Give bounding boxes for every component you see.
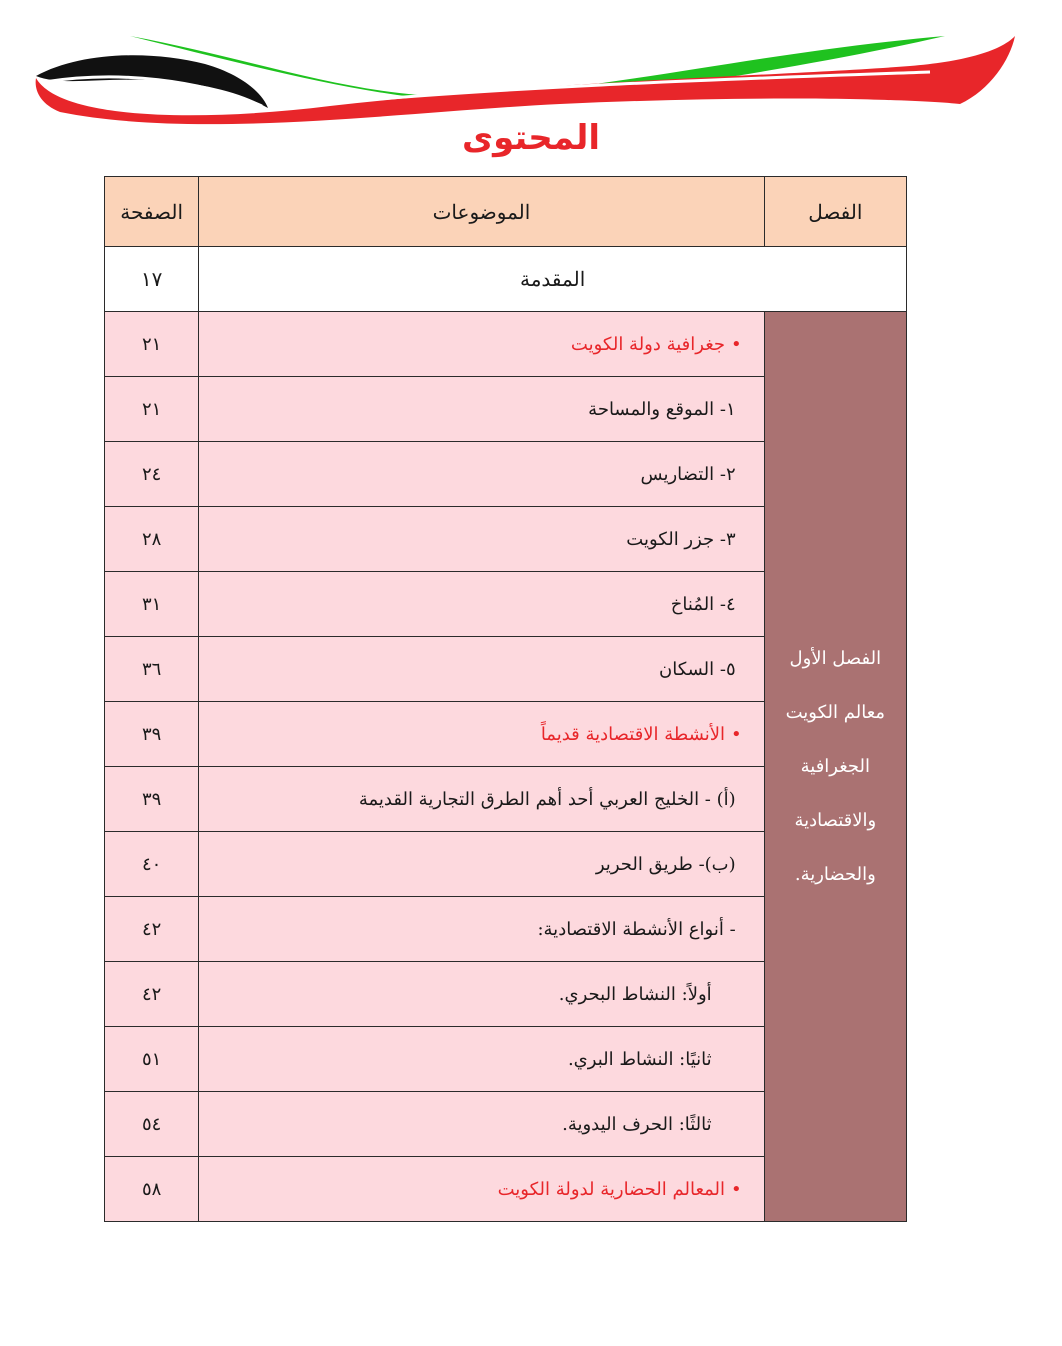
topic-item [199, 1027, 764, 1092]
intro-page: ١٧ [105, 247, 199, 312]
bullet-icon: • [731, 723, 742, 745]
page-number: ٤٢ [105, 897, 199, 962]
page-number: ٥٨ [105, 1157, 199, 1222]
topic-item [199, 832, 764, 897]
topic-item [199, 962, 764, 1027]
topic-text: (ب)- طريق الحرير [595, 853, 736, 875]
topic-text: ثالثًا: الحرف اليدوية. [562, 1113, 712, 1135]
page-number: ٢١ [105, 312, 199, 377]
page-number: ٥١ [105, 1027, 199, 1092]
topic-text: ١- الموقع والمساحة [588, 398, 736, 420]
topic-item [199, 572, 764, 637]
topic-text: ٥- السكان [658, 658, 736, 680]
chapter-label-line: والاقتصادية [794, 809, 877, 831]
contents-table [104, 176, 907, 1222]
chapter-cell [764, 312, 906, 1222]
topic-item [199, 442, 764, 507]
intro-row [105, 247, 907, 312]
topic-text: ٢- التضاريس [640, 463, 736, 485]
page-number: ٣٩ [105, 767, 199, 832]
topic-text: أولاً: النشاط البحري. [558, 983, 712, 1005]
chapter-label-line: الجغرافية [800, 755, 871, 777]
table-body [105, 312, 907, 1222]
header-chapter: الفصل [764, 177, 906, 247]
section-heading [199, 1157, 764, 1222]
bullet-icon: • [731, 1178, 742, 1200]
page-number: ٣٦ [105, 637, 199, 702]
bullet-icon: • [731, 333, 742, 355]
topic-text: المعالم الحضارية لدولة الكويت [497, 1178, 726, 1200]
topic-text: (أ) - الخليج العربي أحد أهم الطرق التجارية القديمة [358, 788, 736, 810]
chapter-label-line: الفصل الأول [789, 647, 882, 669]
page-number: ٢٨ [105, 507, 199, 572]
topic-item [199, 507, 764, 572]
page-number: ٣٩ [105, 702, 199, 767]
topic-text: جغرافية دولة الكويت [570, 333, 726, 355]
topic-text: - أنواع الأنشطة الاقتصادية: [537, 918, 736, 940]
page-number: ٢٤ [105, 442, 199, 507]
section-heading [199, 702, 764, 767]
section-heading [199, 312, 764, 377]
header-topics: الموضوعات [199, 177, 764, 247]
topic-text: الأنشطة الاقتصادية قديماً [540, 723, 726, 745]
topic-item [199, 897, 764, 962]
page-number: ٢١ [105, 377, 199, 442]
page-number: ٥٤ [105, 1092, 199, 1157]
page-title: المحتوى [461, 118, 601, 158]
page-number: ٣١ [105, 572, 199, 637]
flag-ribbon-decoration [0, 0, 1062, 130]
topic-item [199, 1092, 764, 1157]
page-number: ٤٢ [105, 962, 199, 1027]
topic-item [199, 637, 764, 702]
chapter-label-line: معالم الكويت [785, 701, 886, 723]
topic-item [199, 767, 764, 832]
table-header-row [105, 177, 907, 247]
topic-text: ٣- جزر الكويت [626, 528, 736, 550]
intro-label: المقدمة [199, 247, 907, 312]
page-number: ٤٠ [105, 832, 199, 897]
topic-text: ثانيًا: النشاط البري. [567, 1048, 712, 1070]
header-page: الصفحة [105, 177, 199, 247]
table-row [105, 312, 907, 377]
topic-item [199, 377, 764, 442]
chapter-label-line: والحضارية. [794, 863, 876, 885]
topic-text: ٤- المُناخ [670, 593, 736, 615]
